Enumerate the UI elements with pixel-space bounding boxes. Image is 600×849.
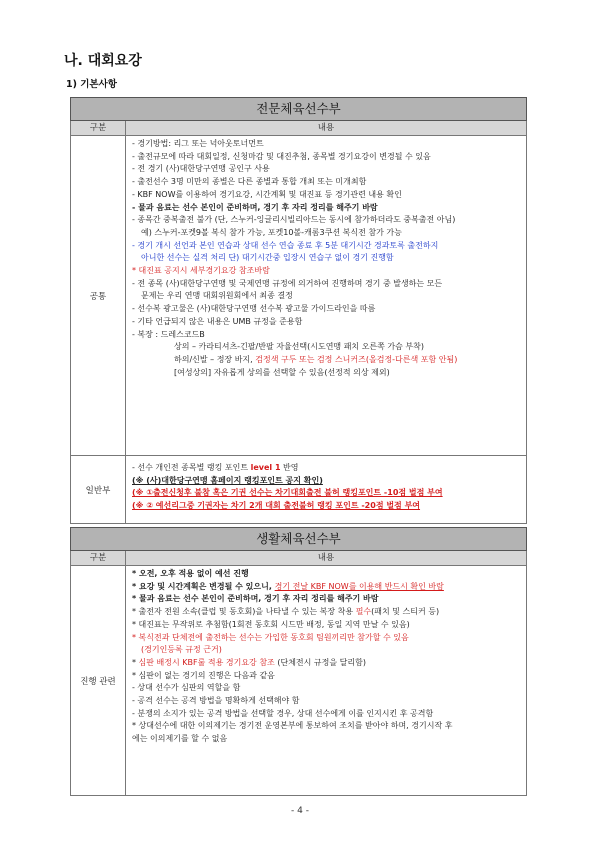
life-division-table	[70, 527, 527, 796]
general-label: 일반부	[71, 456, 126, 524]
text-line: [여성상의] 자유롭게 상의를 선택할 수 있음(선정적 의상 제외)	[174, 367, 390, 377]
text-line: * 복식전과 단체전에 출전하는 선수는 가입한 동호회 팀원끼리만 참가할 수 있음	[132, 632, 409, 642]
text-line: * 오전, 오후 적용 없이 예선 진행	[132, 569, 249, 578]
text-line: 아니한 선수는 실격 처리 단) 대기시간중 입장시 연습구 없이 경기 진행함	[141, 253, 394, 263]
text-span: level 1	[250, 463, 281, 472]
header-category: 구분	[71, 551, 126, 566]
text-line: * 상대선수에 대한 이의제기는 경기전 운영본부에 통보하여 조치를 받아야 하며, 경기시작 후	[132, 721, 453, 731]
text-span: 심판 배정시 KBF룰 적용 경기요강 참조	[138, 657, 275, 667]
section-heading: 나. 대회요강	[64, 53, 142, 69]
header-content: 내용	[126, 551, 527, 566]
text-line: 문제는 우리 연맹 대회위원회에서 최종 결정	[141, 291, 293, 301]
pro-division-title: 전문체육선수부	[71, 98, 527, 121]
text-line	[132, 354, 521, 367]
subsection-heading: 1) 기본사항	[66, 79, 117, 90]
text-line	[132, 462, 521, 475]
text-line: - 전 경기 (사)대한당구연맹 공인구 사용	[132, 164, 270, 174]
text-span: - 선수 개인전 종목별 랭킹 포인트	[132, 463, 251, 472]
text-line: - 공격 선수는 공격 방법을 명확하게 선택해야 함	[132, 696, 300, 706]
life-division-title: 생활체육선수부	[71, 528, 527, 551]
text-line: - 경기 개시 선언과 본인 연습과 상대 선수 연습 종료 후 5분 대기시간 경과토록 출전하지	[132, 240, 439, 250]
text-line: (※ ② 예선리그중 기권자는 차기 2개 대회 출전불허 랭킹 포인트 -20점 벌점 부여	[132, 501, 421, 511]
text-span: (패치 및 스티커 등)	[371, 607, 440, 617]
progress-label: 진행 관련	[71, 566, 126, 796]
text-line	[132, 657, 521, 670]
text-line: (※ ①출전신청후 불참 혹은 기권 선수는 차기대회출전 불허 랭킹포인트 -10점 벌점 부여	[132, 488, 443, 498]
general-content	[126, 456, 527, 524]
text-line: * 대진표는 무작위로 추첨함(1회전 동호회 시드만 배정, 동일 지역 만날 수 있음)	[132, 619, 410, 629]
text-span: 하의/신발 – 정장 바지,	[174, 354, 256, 364]
text-line: - 전 종목 (사)대한당구연맹 및 국제연맹 규정에 의거하여 진행하며 경기 중 발생하는 모든	[132, 278, 443, 288]
text-span: * 출전자 전원 소속(클럽 및 동호회)을 나타낼 수 있는 복장 착용	[132, 607, 356, 617]
text-line: - 출전선수 3명 미만의 종별은 다른 종별과 통합 개최 또는 미개최함	[132, 177, 367, 187]
text-line: * 심판이 없는 경기의 진행은 다음과 같음	[132, 670, 275, 680]
text-line: 에는 이의제기를 할 수 없음	[132, 734, 228, 744]
header-content: 내용	[126, 121, 527, 136]
progress-content	[126, 566, 527, 796]
text-line: (※ (사)대한당구연맹 홈페이지 랭킹포인트 공지 확인)	[132, 475, 323, 485]
text-line: * 물과 음료는 선수 본인이 준비하며, 경기 후 자리 정리를 해주기 바람	[132, 594, 379, 604]
text-line: - 출전규모에 따라 대회일정, 신청마감 및 대진추첨, 종목별 경기요강이 변경될 수 있음	[132, 151, 431, 161]
text-line: - 경기방법: 리그 또는 넉아웃토너먼트	[132, 139, 264, 148]
text-line: 예) 스누커-포켓9볼 복식 참가 가능, 포켓10볼-캐롬3쿠션 복식전 참가 가능	[141, 227, 402, 237]
text-line: - 종목간 중복출전 불가 (단, 스누커-잉글리시빌리아드는 동시에 참가하더라도 중복출전 아님)	[132, 215, 456, 225]
page-number: - 4 -	[291, 806, 309, 816]
text-span: *	[132, 657, 139, 667]
text-line: - 물과 음료는 선수 본인이 준비하며, 경기 후 자리 정리를 해주기 바람	[132, 202, 378, 212]
text-line	[132, 606, 521, 619]
text-span: (단체전시 규정을 달리함)	[274, 657, 366, 667]
text-line: - 복장 : 드레스코드B	[132, 329, 205, 339]
text-span: * 요강 및 시간계획은 변경될 수 있으니,	[132, 581, 275, 591]
header-category: 구분	[71, 121, 126, 136]
text-line: (경기인등록 규정 근거)	[141, 645, 222, 655]
text-line: - 분쟁의 소지가 있는 공격 방법을 선택할 경우, 상대 선수에게 이를 인지시킨 후 공격함	[132, 708, 434, 718]
text-line: * 대진표 공지시 세부경기요강 참조바람	[132, 266, 270, 276]
text-span: 경기 전날 KBF NOW를 이용해 반드시 확인 바람	[274, 581, 444, 591]
text-line: - 상대 선수가 심판의 역할을 함	[132, 683, 241, 693]
text-line: - 선수복 광고물은 (사)대한당구연맹 선수복 광고물 가이드라인을 따름	[132, 304, 376, 314]
text-line	[132, 581, 521, 594]
common-content	[126, 136, 527, 456]
text-span: 필수	[355, 607, 372, 617]
common-label: 공통	[71, 136, 126, 456]
text-span: 반영	[280, 463, 299, 472]
pro-division-table	[70, 97, 527, 524]
text-span: 검정색 구두 또는 검정 스니커즈(올검정-다른색 포함 안됨)	[255, 354, 458, 364]
text-line: - 기타 언급되지 않은 내용은 UMB 규정을 준용함	[132, 316, 303, 326]
text-line: 상의 – 카라티셔츠-긴팔/반팔 자율선택(시도연맹 패치 오른쪽 가슴 부착)	[174, 342, 425, 352]
text-line: - KBF NOW를 이용하여 경기요강, 시간계획 및 대진표 등 경기관련 내용 확인	[132, 189, 402, 199]
